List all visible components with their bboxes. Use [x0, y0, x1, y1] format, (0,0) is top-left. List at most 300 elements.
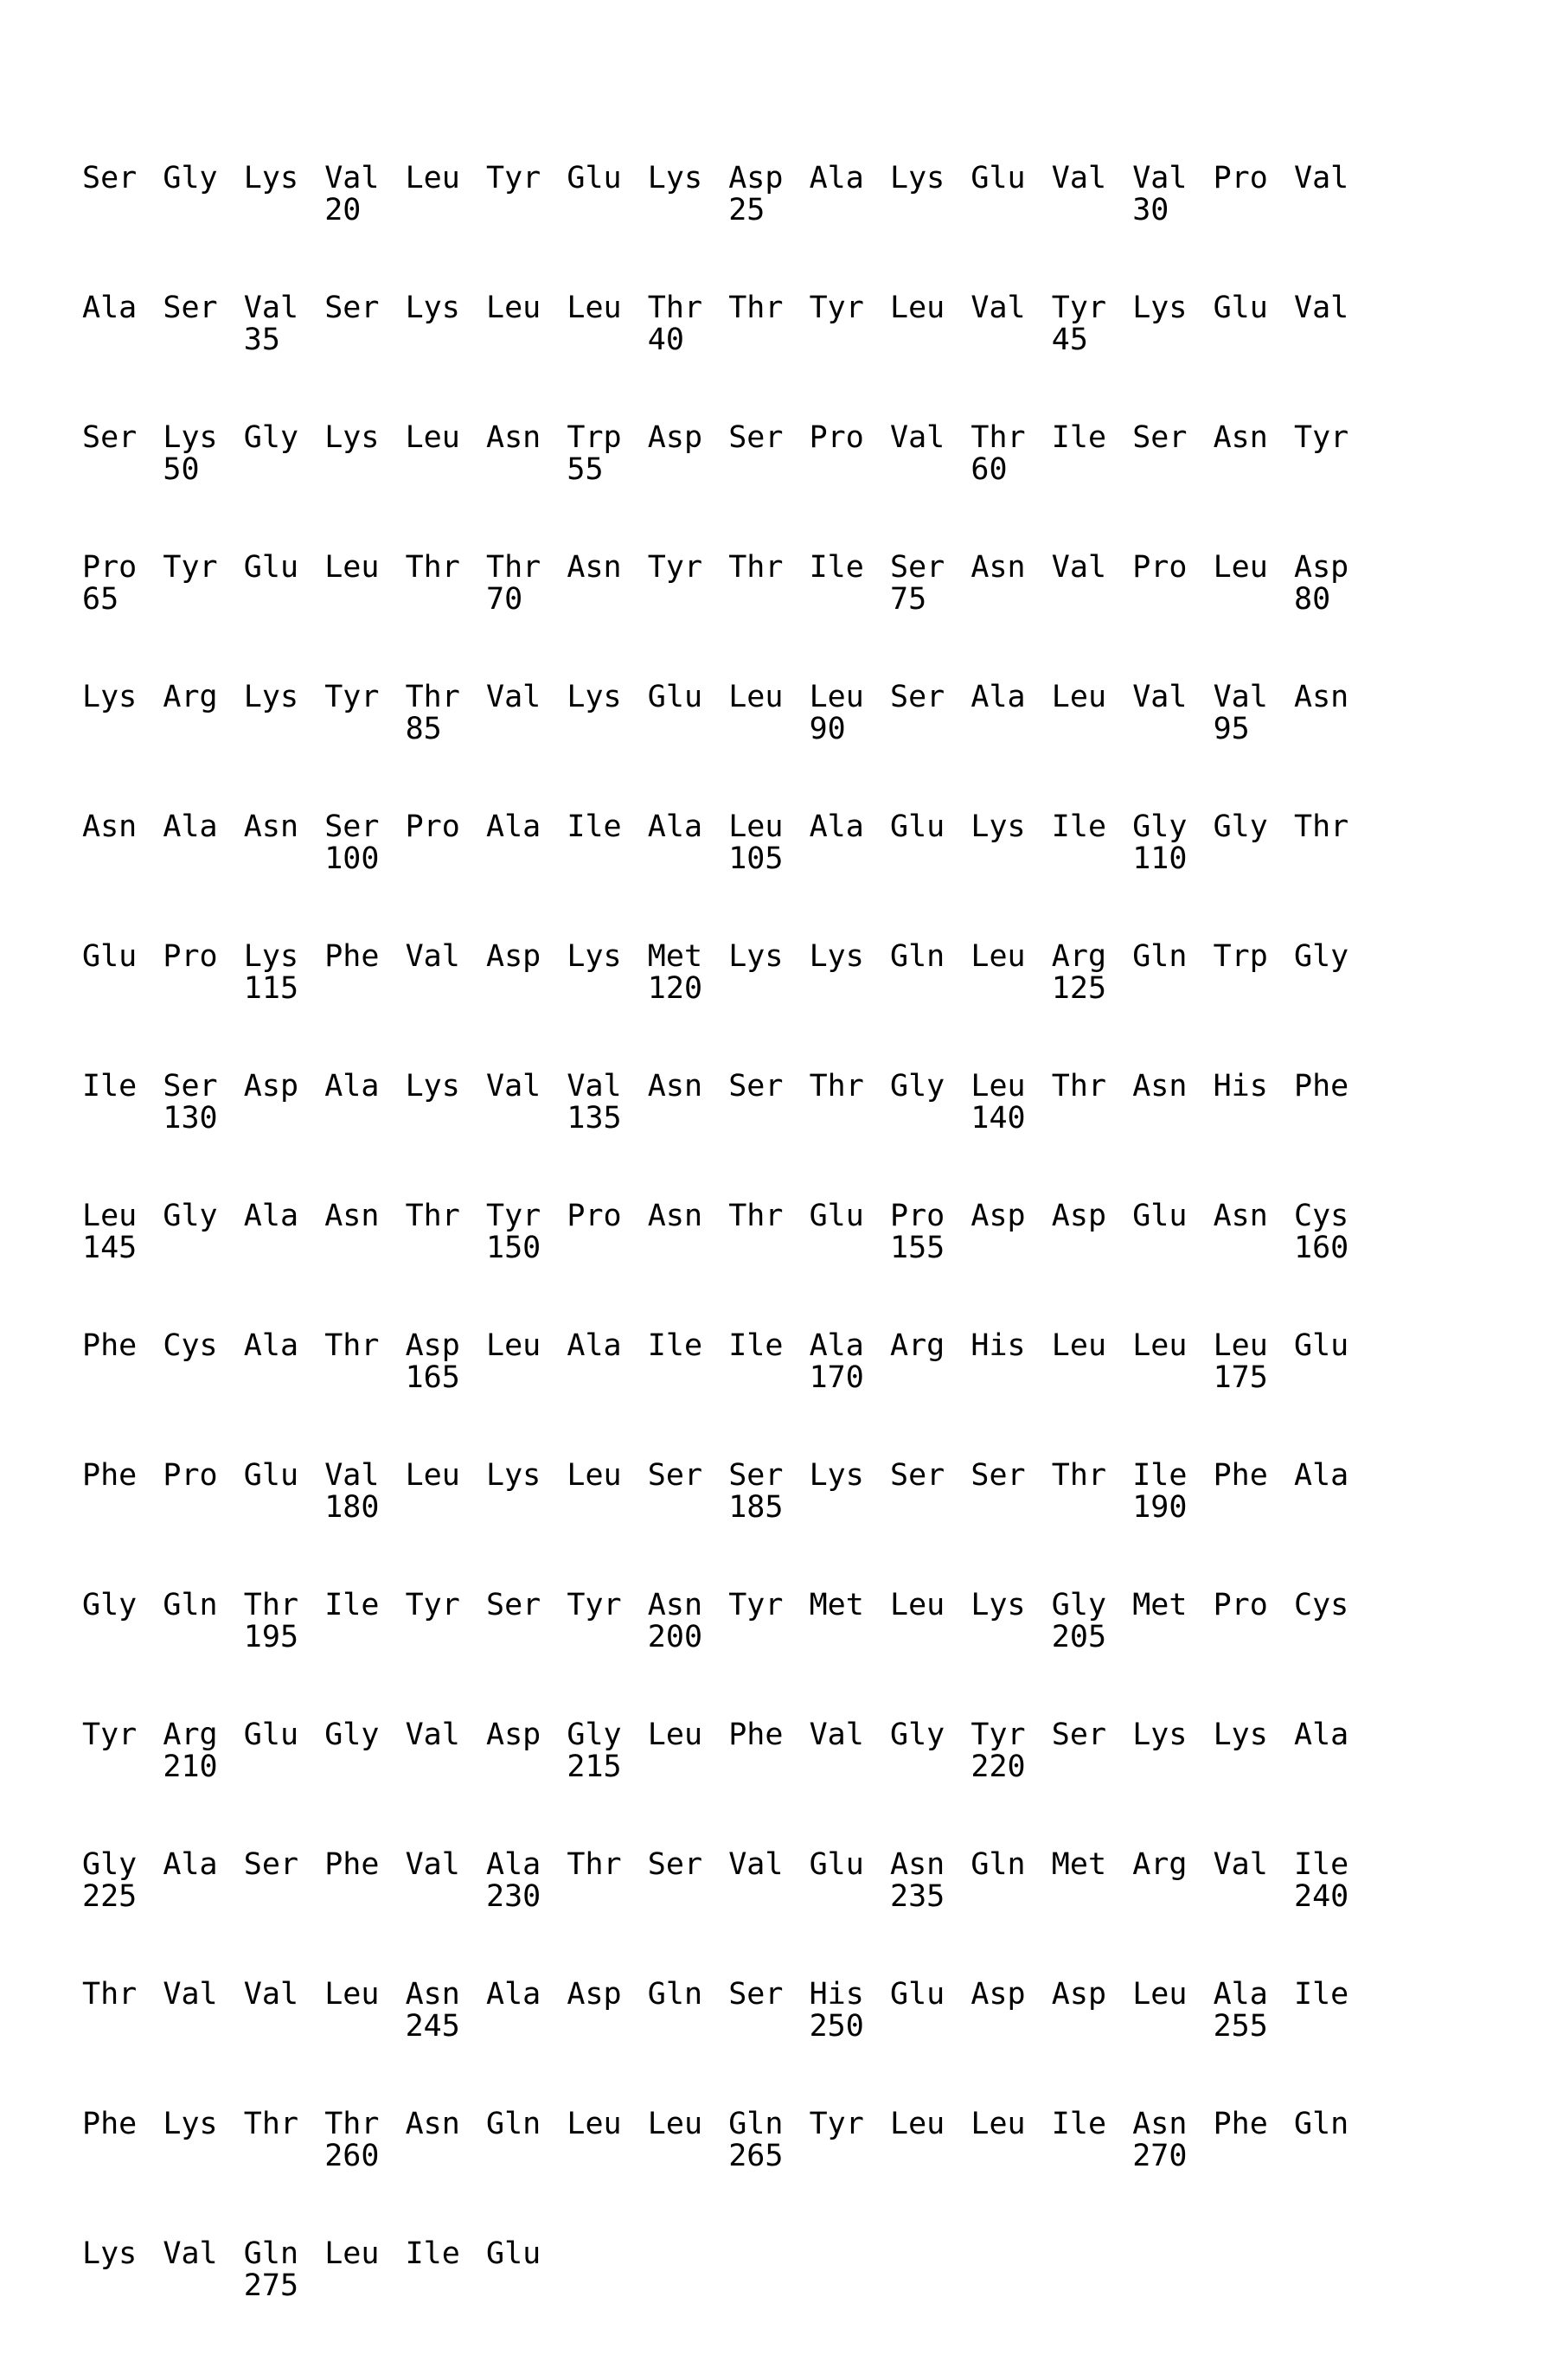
residue	[1294, 1718, 1372, 1752]
residue	[1052, 2107, 1130, 2141]
residue-code: Ile	[728, 1328, 806, 1363]
residue-code: Leu	[82, 1199, 160, 1233]
sequence-row	[82, 2107, 1466, 2176]
residue-code: Ser	[1132, 420, 1210, 455]
residue-code: Lys	[324, 420, 402, 455]
residue-code: Lys	[244, 161, 322, 195]
residue-code: Thr	[82, 1977, 160, 2012]
residue-code: Tyr	[1052, 291, 1130, 325]
residue	[82, 2107, 160, 2141]
residue-position-number: 25	[728, 195, 806, 225]
residue-code: Leu	[890, 291, 968, 325]
residue	[82, 1199, 160, 1263]
residue-code: Pro	[1132, 550, 1210, 585]
residue	[1132, 550, 1210, 585]
residue	[244, 2107, 322, 2141]
residue	[1294, 1977, 1372, 2012]
residue	[728, 1847, 806, 1882]
residue-code: Gly	[82, 1847, 160, 1882]
residue-code: Leu	[486, 291, 564, 325]
residue-code: Thr	[567, 1847, 644, 1882]
residue-code: Thr	[324, 1328, 402, 1363]
residue-code: Leu	[324, 1977, 402, 2012]
residue-position-number: 275	[244, 2271, 322, 2300]
residue	[244, 1847, 322, 1882]
residue	[486, 420, 564, 455]
residue-code: Asp	[970, 1977, 1048, 2012]
residue-position-number: 20	[324, 195, 402, 225]
residue	[728, 291, 806, 325]
residue	[406, 2107, 484, 2141]
residue-code: Val	[810, 1718, 887, 1752]
sequence-row	[82, 1199, 1466, 1268]
residue-code: Ala	[82, 291, 160, 325]
residue-code: Arg	[1132, 1847, 1210, 1882]
residue-position-number: 145	[82, 1233, 160, 1263]
residue-code: Phe	[1214, 2107, 1291, 2141]
residue	[1214, 1458, 1291, 1493]
residue-code: Tyr	[810, 291, 887, 325]
residue	[970, 1718, 1048, 1782]
residue	[1214, 680, 1291, 744]
residue	[406, 161, 484, 195]
residue-code: Val	[1132, 161, 1210, 195]
residue-code: Arg	[163, 680, 240, 714]
residue-code: Ser	[324, 291, 402, 325]
residue-code: Asn	[1132, 1069, 1210, 1104]
residue	[244, 939, 322, 1003]
residue-code: Ala	[244, 1328, 322, 1363]
residue-position-number: 35	[244, 325, 322, 355]
residue	[648, 1199, 726, 1233]
residue-code: Phe	[324, 1847, 402, 1882]
residue-code: Ile	[1294, 1977, 1372, 2012]
residue-code: Val	[1052, 161, 1130, 195]
residue-code: Val	[406, 1718, 484, 1752]
residue	[810, 1588, 887, 1622]
residue-code: Leu	[1214, 550, 1291, 585]
residue-code: Gln	[970, 1847, 1048, 1882]
residue	[82, 939, 160, 974]
residue	[1052, 1588, 1130, 1652]
residue-code: Asn	[324, 1199, 402, 1233]
residue	[1132, 1069, 1210, 1104]
residue	[163, 680, 240, 714]
residue-code: Glu	[1214, 291, 1291, 325]
residue-position-number: 110	[1132, 844, 1210, 873]
residue-code: Asp	[486, 1718, 564, 1752]
residue	[567, 1458, 644, 1493]
residue	[1132, 1718, 1210, 1752]
residue-code: Ser	[324, 809, 402, 844]
residue	[1294, 1328, 1372, 1363]
residue-code: Lys	[1214, 1718, 1291, 1752]
residue	[810, 1977, 887, 2041]
residue	[1294, 1588, 1372, 1622]
sequence-row	[82, 1718, 1466, 1787]
residue-code: Asn	[486, 420, 564, 455]
residue-code: Val	[1132, 680, 1210, 714]
sequence-row	[82, 1458, 1466, 1527]
residue-code: Trp	[567, 420, 644, 455]
residue	[1214, 550, 1291, 585]
residue-code: Val	[163, 2236, 240, 2271]
residue	[567, 809, 644, 844]
sequence-row	[82, 939, 1466, 1008]
residue-code: Tyr	[406, 1588, 484, 1622]
residue-code: Pro	[163, 1458, 240, 1493]
sequence-row	[82, 1069, 1466, 1138]
residue-position-number: 210	[163, 1752, 240, 1782]
residue-code: Thr	[406, 1199, 484, 1233]
residue-code: Thr	[244, 1588, 322, 1622]
residue-code: Gly	[1052, 1588, 1130, 1622]
residue-code: Tyr	[970, 1718, 1048, 1752]
residue-code: Val	[244, 1977, 322, 2012]
residue	[1294, 291, 1372, 325]
residue	[648, 809, 726, 844]
residue	[1052, 1458, 1130, 1493]
residue-code: Gln	[163, 1588, 240, 1622]
residue	[324, 2236, 402, 2271]
residue-code: Ser	[728, 1458, 806, 1493]
residue-code: Val	[163, 1977, 240, 2012]
residue	[324, 1718, 402, 1752]
residue	[244, 1718, 322, 1752]
residue-code: Val	[486, 1069, 564, 1104]
residue	[406, 2236, 484, 2271]
residue-code: Pro	[163, 939, 240, 974]
residue-position-number: 45	[1052, 325, 1130, 355]
residue	[486, 1588, 564, 1622]
residue	[1052, 809, 1130, 844]
residue-code: Val	[244, 291, 322, 325]
residue	[244, 1588, 322, 1652]
residue-position-number: 190	[1132, 1493, 1210, 1522]
residue	[648, 420, 726, 455]
residue-code: Leu	[324, 550, 402, 585]
residue-code: Ser	[163, 291, 240, 325]
residue-code: Val	[406, 1847, 484, 1882]
residue	[1214, 1199, 1291, 1233]
residue	[324, 1458, 402, 1522]
residue	[890, 1328, 968, 1363]
residue-position-number: 65	[82, 585, 160, 614]
residue-code: Thr	[406, 680, 484, 714]
residue-code: Lys	[486, 1458, 564, 1493]
residue-code: Leu	[406, 1458, 484, 1493]
residue-code: Val	[1214, 680, 1291, 714]
residue	[244, 809, 322, 844]
residue-code: Leu	[810, 680, 887, 714]
residue-position-number: 90	[810, 714, 887, 744]
residue	[82, 1069, 160, 1104]
residue	[728, 2107, 806, 2171]
residue-code: Ala	[1294, 1458, 1372, 1493]
residue	[567, 2107, 644, 2141]
residue-code: Leu	[1132, 1328, 1210, 1363]
residue-code: Ile	[810, 550, 887, 585]
residue	[890, 1458, 968, 1493]
residue-code: Ala	[163, 1847, 240, 1882]
residue-code: Glu	[82, 939, 160, 974]
residue	[406, 1588, 484, 1622]
residue	[890, 809, 968, 844]
residue	[1052, 1328, 1130, 1363]
residue-code: Pro	[82, 550, 160, 585]
residue-code: Lys	[406, 1069, 484, 1104]
residue-code: Ala	[810, 809, 887, 844]
residue-code: Tyr	[648, 550, 726, 585]
residue-code: Phe	[1294, 1069, 1372, 1104]
residue	[1214, 809, 1291, 844]
residue	[890, 1069, 968, 1104]
residue	[970, 420, 1048, 484]
residue-code: Lys	[82, 2236, 160, 2271]
sequence-row	[82, 161, 1466, 230]
residue-position-number: 150	[486, 1233, 564, 1263]
sequence-row	[82, 2236, 1466, 2306]
residue-code: Ala	[324, 1069, 402, 1104]
residue-code: Val	[1214, 1847, 1291, 1882]
residue	[163, 2107, 240, 2141]
residue	[406, 1847, 484, 1882]
residue	[810, 1328, 887, 1392]
residue	[728, 550, 806, 585]
residue-code: Leu	[890, 1588, 968, 1622]
residue-position-number: 250	[810, 2012, 887, 2041]
residue-position-number: 40	[648, 325, 726, 355]
residue-code: Ala	[486, 1977, 564, 2012]
residue-code: Asp	[567, 1977, 644, 2012]
residue-code: Thr	[486, 550, 564, 585]
residue	[324, 550, 402, 585]
residue-code: Asp	[1052, 1199, 1130, 1233]
residue-code: Ser	[648, 1458, 726, 1493]
residue-position-number: 95	[1214, 714, 1291, 744]
residue	[648, 939, 726, 1003]
residue-code: Lys	[163, 420, 240, 455]
residue	[82, 680, 160, 714]
residue	[1214, 939, 1291, 974]
residue	[406, 809, 484, 844]
residue-code: Tyr	[82, 1718, 160, 1752]
residue	[810, 680, 887, 744]
residue-code: Tyr	[163, 550, 240, 585]
residue-code: Thr	[810, 1069, 887, 1104]
residue	[486, 1199, 564, 1263]
residue	[890, 550, 968, 614]
residue-code: Gly	[163, 161, 240, 195]
residue-code: Leu	[648, 2107, 726, 2141]
residue-code: Asp	[244, 1069, 322, 1104]
residue-code: Leu	[406, 161, 484, 195]
residue	[970, 939, 1048, 974]
residue-code: Asn	[1214, 1199, 1291, 1233]
residue-code: Ala	[810, 1328, 887, 1363]
residue-code: Phe	[82, 1458, 160, 1493]
residue-code: Gln	[244, 2236, 322, 2271]
residue-code: Ser	[970, 1458, 1048, 1493]
residue-code: Ser	[728, 420, 806, 455]
residue-code: Pro	[567, 1199, 644, 1233]
residue	[244, 680, 322, 714]
residue-position-number: 155	[890, 1233, 968, 1263]
residue	[82, 809, 160, 844]
residue	[890, 1847, 968, 1911]
residue	[486, 291, 564, 325]
residue	[890, 939, 968, 974]
residue-position-number: 255	[1214, 2012, 1291, 2041]
residue-code: Val	[567, 1069, 644, 1104]
residue	[970, 550, 1048, 585]
residue	[810, 939, 887, 974]
residue-code: Asp	[728, 161, 806, 195]
residue	[1132, 1588, 1210, 1622]
residue	[163, 1977, 240, 2012]
residue-position-number: 205	[1052, 1622, 1130, 1652]
residue	[1214, 420, 1291, 455]
residue-code: Ile	[324, 1588, 402, 1622]
residue	[890, 161, 968, 195]
residue-code: Lys	[1132, 1718, 1210, 1752]
residue-code: Arg	[1052, 939, 1130, 974]
residue-position-number: 50	[163, 455, 240, 484]
residue	[82, 1977, 160, 2012]
residue	[324, 420, 402, 455]
residue-code: Ala	[244, 1199, 322, 1233]
residue	[810, 550, 887, 585]
residue	[163, 809, 240, 844]
residue	[324, 939, 402, 974]
residue-position-number: 120	[648, 974, 726, 1003]
residue-position-number: 240	[1294, 1882, 1372, 1911]
residue	[810, 291, 887, 325]
residue	[1052, 161, 1130, 195]
residue	[82, 1588, 160, 1622]
residue	[406, 420, 484, 455]
residue-code: Glu	[1294, 1328, 1372, 1363]
residue-position-number: 75	[890, 585, 968, 614]
residue	[970, 680, 1048, 714]
residue	[163, 161, 240, 195]
residue	[1052, 1069, 1130, 1104]
residue	[890, 680, 968, 714]
residue-code: Tyr	[324, 680, 402, 714]
residue-position-number: 100	[324, 844, 402, 873]
residue	[324, 680, 402, 714]
residue	[648, 1328, 726, 1363]
residue-code: Ser	[486, 1588, 564, 1622]
residue-code: Asn	[567, 550, 644, 585]
residue	[970, 1977, 1048, 2012]
residue	[648, 1847, 726, 1882]
residue	[1214, 1847, 1291, 1882]
residue	[406, 1199, 484, 1233]
residue-code: Lys	[728, 939, 806, 974]
residue	[970, 161, 1048, 195]
residue-position-number: 215	[567, 1752, 644, 1782]
residue	[163, 2236, 240, 2271]
residue	[970, 809, 1048, 844]
residue	[970, 291, 1048, 325]
residue-code: Asn	[648, 1069, 726, 1104]
sequence-row	[82, 1328, 1466, 1398]
residue	[1132, 291, 1210, 325]
residue-code: Thr	[970, 420, 1048, 455]
residue	[324, 291, 402, 325]
residue-code: Glu	[890, 1977, 968, 2012]
residue-code: Val	[970, 291, 1048, 325]
residue-position-number: 60	[970, 455, 1048, 484]
residue	[244, 1977, 322, 2012]
residue	[244, 291, 322, 355]
residue	[486, 161, 564, 195]
residue	[1132, 1847, 1210, 1882]
residue-code: Asn	[406, 1977, 484, 2012]
residue	[324, 1328, 402, 1363]
residue	[970, 1199, 1048, 1233]
residue	[567, 1977, 644, 2012]
residue-code: Phe	[82, 1328, 160, 1363]
residue	[244, 1458, 322, 1493]
residue-code: Phe	[324, 939, 402, 974]
residue-code: Pro	[1214, 161, 1291, 195]
residue	[324, 2107, 402, 2171]
residue-code: Tyr	[810, 2107, 887, 2141]
residue-code: Gln	[728, 2107, 806, 2141]
residue-code: Thr	[648, 291, 726, 325]
residue	[567, 939, 644, 974]
residue-code: Ala	[970, 680, 1048, 714]
residue	[1294, 939, 1372, 974]
residue	[728, 420, 806, 455]
residue	[163, 939, 240, 974]
residue-position-number: 55	[567, 455, 644, 484]
residue-code: Asp	[406, 1328, 484, 1363]
residue	[406, 550, 484, 585]
residue-code: Cys	[1294, 1588, 1372, 1622]
residue	[648, 1458, 726, 1493]
residue	[567, 1069, 644, 1133]
residue-code: Glu	[890, 809, 968, 844]
residue	[810, 420, 887, 455]
residue-code: Thr	[728, 1199, 806, 1233]
residue-code: Asn	[1132, 2107, 1210, 2141]
residue	[1294, 1069, 1372, 1104]
residue	[244, 161, 322, 195]
residue-code: Gly	[1294, 939, 1372, 974]
residue	[890, 1588, 968, 1622]
residue-code: Glu	[486, 2236, 564, 2271]
residue-code: Ile	[1052, 420, 1130, 455]
residue	[163, 420, 240, 484]
residue-position-number: 135	[567, 1104, 644, 1133]
residue-code: Asn	[648, 1199, 726, 1233]
residue-code: Met	[648, 939, 726, 974]
residue	[82, 1458, 160, 1493]
sequence-row	[82, 680, 1466, 749]
residue-code: Tyr	[567, 1588, 644, 1622]
residue-code: Ser	[82, 420, 160, 455]
residue	[810, 809, 887, 844]
residue-code: Leu	[890, 2107, 968, 2141]
residue-code: Lys	[244, 939, 322, 974]
residue-position-number: 130	[163, 1104, 240, 1133]
residue-code: Leu	[1214, 1328, 1291, 1363]
residue	[1052, 1199, 1130, 1233]
residue-code: Ala	[1214, 1977, 1291, 2012]
